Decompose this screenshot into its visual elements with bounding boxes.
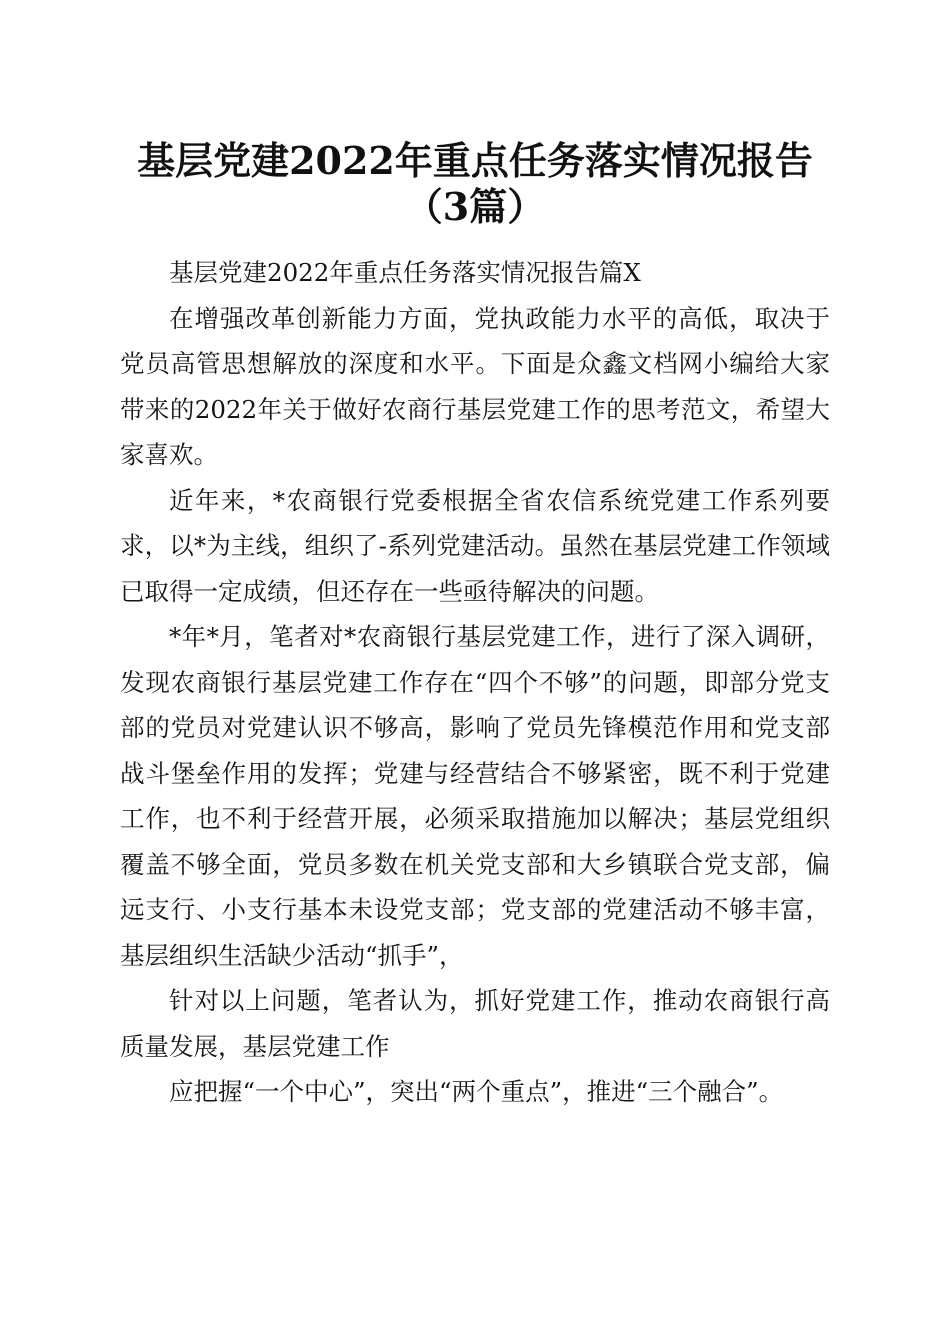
body-paragraph: 应把握“一个中心”，突出“两个重点”，推进“三个融合”。 bbox=[169, 1077, 784, 1106]
body-paragraph: 近年来，*农商银行党委根据全省农信系统党建工作系列要求，以*为主线，组织了-系列党建活动。虽然在基层党建工作领域已取得一定成绩，但还存在一些亟待解决的问题。 bbox=[120, 485, 830, 606]
body-paragraph: 针对以上问题，笔者认为，抓好党建工作，推动农商银行高质量发展，基层党建工作 bbox=[120, 986, 830, 1061]
document-body bbox=[120, 250, 830, 1115]
subtitle-paragraph: 基层党建2022年重点任务落实情况报告篇X bbox=[169, 258, 641, 287]
body-paragraph: 在增强改革创新能力方面，党执政能力水平的高低，取决于党员高管思想解放的深度和水平。下面是众鑫文档网小编给大家带来的2022年关于做好农商行基层党建工作的思考范文，希望大家喜欢。 bbox=[120, 303, 830, 469]
body-paragraph: *年*月，笔者对*农商银行基层党建工作，进行了深入调研，发现农商银行基层党建工作存在“四个不够”的问题，即部分党支部的党员对党建认识不够高，影响了党员先锋模范作用和党支部战斗堡垒作用的发挥；党建与经营结合不够紧密，既不利于党建工作，也不利于经营开展，必须采取措施加以解决；基层党组织覆盖不够全面，党员多数在机关党支部和大乡镇联合党支部，偏远支行、小支行基本未设党支部；党支部的党建活动不够丰富，基层组织生活缺少活动“抓手”， bbox=[120, 622, 830, 970]
document-title: 基层党建2022年重点任务落实情况报告（3篇） bbox=[137, 138, 813, 229]
